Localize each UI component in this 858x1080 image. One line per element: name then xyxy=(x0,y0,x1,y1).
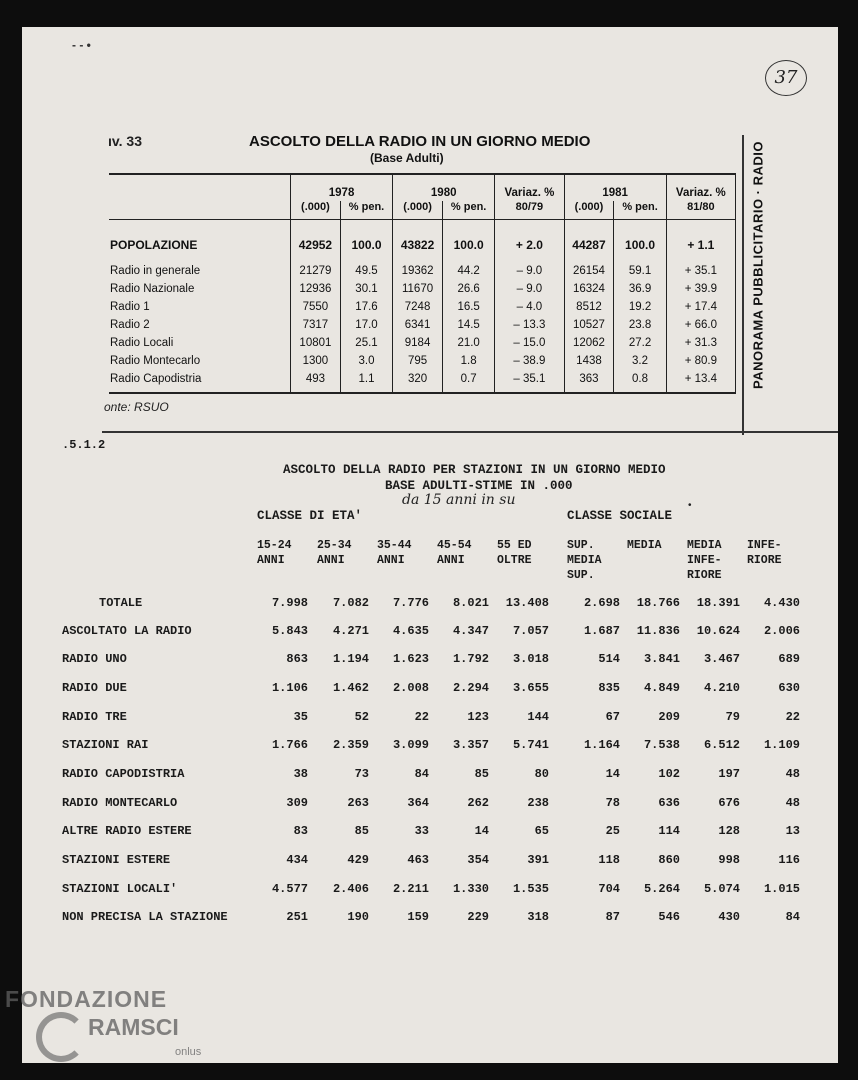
table-cell: 5.074 xyxy=(703,882,740,896)
table-cell: 18.766 xyxy=(636,596,680,610)
table-cell: 25.1 xyxy=(340,334,392,352)
table-cell: 4.577 xyxy=(271,882,308,896)
table-cell: – 15.0 xyxy=(495,334,564,352)
table-row xyxy=(109,220,736,255)
table-cell: 2.294 xyxy=(452,681,489,695)
table-cell: 1.792 xyxy=(452,652,489,666)
table-cell: 87 xyxy=(605,910,620,924)
unit-header: 80/79 xyxy=(495,201,564,220)
table1-title: ASCOLTO DELLA RADIO IN UN GIORNO MEDIO xyxy=(249,133,591,150)
table-cell: + 35.1 xyxy=(666,254,735,280)
table-cell: 16324 xyxy=(564,280,614,298)
table-row xyxy=(0,767,858,783)
table-cell: 636 xyxy=(658,796,680,810)
row-label: Radio Locali xyxy=(109,334,291,352)
page-number: 37 xyxy=(765,60,807,96)
table-cell: 1300 xyxy=(291,352,341,370)
table-cell: 80 xyxy=(534,767,549,781)
table-cell: 998 xyxy=(718,853,740,867)
table-cell: 17.0 xyxy=(340,316,392,334)
table-cell: 4.430 xyxy=(763,596,800,610)
table-cell: 43822 xyxy=(393,220,443,255)
table-cell: 7.082 xyxy=(332,596,369,610)
table-cell: 429 xyxy=(347,853,369,867)
table-cell: 10527 xyxy=(564,316,614,334)
table-cell: 263 xyxy=(347,796,369,810)
table-row xyxy=(0,824,858,840)
year-header: 1978 xyxy=(291,174,393,201)
table-cell: 116 xyxy=(778,853,800,867)
table-cell: 3.655 xyxy=(512,681,549,695)
horizontal-divider xyxy=(102,431,838,433)
table-row xyxy=(0,738,858,754)
table-cell: 73 xyxy=(354,767,369,781)
gramsci-logo-icon xyxy=(36,1012,86,1062)
table-cell: 4.347 xyxy=(452,624,489,638)
table-cell: 463 xyxy=(407,853,429,867)
col-header: 35-44 ANNI xyxy=(377,539,412,567)
table-cell: 2.006 xyxy=(763,624,800,638)
row-label: Radio 2 xyxy=(109,316,291,334)
table-cell: 8512 xyxy=(564,298,614,316)
table-cell: 59.1 xyxy=(614,254,666,280)
table-cell: 14 xyxy=(474,824,489,838)
table-cell: 434 xyxy=(286,853,308,867)
table-cell: 7.057 xyxy=(512,624,549,638)
table-cell: 35 xyxy=(293,710,308,724)
row-label: Radio Nazionale xyxy=(109,280,291,298)
table-row xyxy=(109,370,736,393)
table-cell: 26.6 xyxy=(442,280,494,298)
table-cell: 67 xyxy=(605,710,620,724)
watermark-text: RAMSCI xyxy=(88,1014,179,1040)
table-row xyxy=(109,316,736,334)
table-cell: 44.2 xyxy=(442,254,494,280)
table-cell: + 80.9 xyxy=(666,352,735,370)
table-row xyxy=(0,796,858,812)
table-row xyxy=(109,254,736,280)
table1-year-header-row xyxy=(109,174,736,201)
table-cell: – 38.9 xyxy=(495,352,564,370)
table-row xyxy=(0,710,858,726)
table-cell: + 2.0 xyxy=(495,220,564,255)
table1-source: onte: RSUO xyxy=(104,400,169,414)
table-cell: 7.538 xyxy=(643,738,680,752)
table-cell: 9184 xyxy=(393,334,443,352)
table-cell: 4.210 xyxy=(703,681,740,695)
table-cell: 1.687 xyxy=(583,624,620,638)
table-cell: 19362 xyxy=(393,254,443,280)
table-cell: 42952 xyxy=(291,220,341,255)
table-cell: 689 xyxy=(778,652,800,666)
table-cell: 12936 xyxy=(291,280,341,298)
table-cell: 1.766 xyxy=(271,738,308,752)
table-cell: 1.015 xyxy=(763,882,800,896)
year-header: 1980 xyxy=(393,174,495,201)
table-cell: 1.106 xyxy=(271,681,308,695)
table-cell: 18.391 xyxy=(696,596,740,610)
table-cell: 5.264 xyxy=(643,882,680,896)
table-cell: 1.8 xyxy=(442,352,494,370)
table-cell: 2.359 xyxy=(332,738,369,752)
unit-header: (.000) xyxy=(393,201,443,220)
table-row xyxy=(109,352,736,370)
table-cell: 1.623 xyxy=(392,652,429,666)
table-cell: 7.776 xyxy=(392,596,429,610)
table-cell: 84 xyxy=(785,910,800,924)
table2-title: ASCOLTO DELLA RADIO PER STAZIONI IN UN GIORNO MEDIO xyxy=(283,463,666,477)
table-cell: 354 xyxy=(467,853,489,867)
table-cell: 1.1 xyxy=(340,370,392,393)
table-cell: + 13.4 xyxy=(666,370,735,393)
table-cell: 36.9 xyxy=(614,280,666,298)
table-cell: 364 xyxy=(407,796,429,810)
row-label: POPOLAZIONE xyxy=(109,220,291,255)
variation-header: Variaz. % xyxy=(495,174,564,201)
table-cell: 320 xyxy=(393,370,443,393)
dot-mark: • xyxy=(688,500,692,511)
row-label: NON PRECISA LA STAZIONE xyxy=(62,910,228,924)
table-cell: 1.109 xyxy=(763,738,800,752)
table-cell: 10.624 xyxy=(696,624,740,638)
table-cell: 25 xyxy=(605,824,620,838)
table-cell: 27.2 xyxy=(614,334,666,352)
row-label: RADIO TRE xyxy=(62,710,127,724)
table-cell: 33 xyxy=(414,824,429,838)
row-label: Radio Capodistria xyxy=(109,370,291,393)
table-row xyxy=(0,596,858,612)
table-cell: 30.1 xyxy=(340,280,392,298)
table-cell: 835 xyxy=(598,681,620,695)
col-header: 25-34 ANNI xyxy=(317,539,352,567)
table-cell: 16.5 xyxy=(442,298,494,316)
table-cell: 546 xyxy=(658,910,680,924)
table-cell: 3.0 xyxy=(340,352,392,370)
table-cell: 262 xyxy=(467,796,489,810)
table-row xyxy=(109,298,736,316)
unit-header: (.000) xyxy=(291,201,341,220)
unit-header: (.000) xyxy=(564,201,614,220)
row-label: STAZIONI LOCALI' xyxy=(62,882,178,896)
col-header: MEDIA INFE- RIORE xyxy=(687,539,722,582)
row-label: RADIO DUE xyxy=(62,681,127,695)
table-cell: 1.535 xyxy=(512,882,549,896)
row-label: ASCOLTATO LA RADIO xyxy=(62,624,192,638)
watermark-text: onlus xyxy=(175,1046,202,1058)
vertical-divider xyxy=(742,135,744,435)
table-cell: 3.099 xyxy=(392,738,429,752)
table-row xyxy=(109,334,736,352)
table-cell: 795 xyxy=(393,352,443,370)
row-label: RADIO MONTECARLO xyxy=(62,796,178,810)
row-label: STAZIONI RAI xyxy=(62,738,149,752)
table-cell: – 9.0 xyxy=(495,280,564,298)
table-cell: 118 xyxy=(598,853,620,867)
table-cell: 48 xyxy=(785,767,800,781)
row-label: Radio Montecarlo xyxy=(109,352,291,370)
table-cell: 493 xyxy=(291,370,341,393)
table-cell: 123 xyxy=(467,710,489,724)
table-cell: 52 xyxy=(354,710,369,724)
age-group-header: CLASSE DI ETA' xyxy=(257,509,363,523)
table-cell: 2.008 xyxy=(392,681,429,695)
table-cell: 860 xyxy=(658,853,680,867)
col-header: 15-24 ANNI xyxy=(257,539,292,567)
table-cell: 863 xyxy=(286,652,308,666)
table-cell: 318 xyxy=(527,910,549,924)
side-label: PANORAMA PUBBLICITARIO · RADIO xyxy=(750,140,766,390)
table-cell: 44287 xyxy=(564,220,614,255)
table-row xyxy=(0,652,858,668)
unit-header: % pen. xyxy=(614,201,666,220)
row-label: Radio in generale xyxy=(109,254,291,280)
col-header: SUP. MEDIA SUP. xyxy=(567,539,602,582)
table-cell: 190 xyxy=(347,910,369,924)
table-cell: + 66.0 xyxy=(666,316,735,334)
row-label: RADIO UNO xyxy=(62,652,127,666)
table-cell: 159 xyxy=(407,910,429,924)
table-cell: 10801 xyxy=(291,334,341,352)
table-cell: 430 xyxy=(718,910,740,924)
table-cell: 13 xyxy=(785,824,800,838)
table-cell: 3.357 xyxy=(452,738,489,752)
table-cell: 38 xyxy=(293,767,308,781)
table-cell: 14 xyxy=(605,767,620,781)
table-cell: 1.462 xyxy=(332,681,369,695)
table-cell: 1.194 xyxy=(332,652,369,666)
section-number: .5.1.2 xyxy=(62,438,106,452)
table-cell: 2.406 xyxy=(332,882,369,896)
table-cell: – 9.0 xyxy=(495,254,564,280)
table-cell: – 4.0 xyxy=(495,298,564,316)
table1 xyxy=(109,173,736,394)
table-cell: 5.741 xyxy=(512,738,549,752)
table-cell: 83 xyxy=(293,824,308,838)
table-cell: 26154 xyxy=(564,254,614,280)
table-cell: 11.836 xyxy=(636,624,680,638)
table-row xyxy=(0,681,858,697)
table-cell: 4.635 xyxy=(392,624,429,638)
table-cell: 5.843 xyxy=(271,624,308,638)
row-label: Radio 1 xyxy=(109,298,291,316)
table-cell: 704 xyxy=(598,882,620,896)
table-cell: 21279 xyxy=(291,254,341,280)
table-cell: 630 xyxy=(778,681,800,695)
table2-subtitle: BASE ADULTI-STIME IN .000 xyxy=(385,479,573,493)
table-cell: – 35.1 xyxy=(495,370,564,393)
table-cell: – 13.3 xyxy=(495,316,564,334)
table-cell: 4.271 xyxy=(332,624,369,638)
table-cell: 100.0 xyxy=(442,220,494,255)
table-cell: 19.2 xyxy=(614,298,666,316)
table-cell: + 39.9 xyxy=(666,280,735,298)
table-cell: 229 xyxy=(467,910,489,924)
table-cell: 0.7 xyxy=(442,370,494,393)
table-cell: 3.2 xyxy=(614,352,666,370)
table-cell: 22 xyxy=(414,710,429,724)
row-label: STAZIONI ESTERE xyxy=(62,853,171,867)
table-cell: 22 xyxy=(785,710,800,724)
table-row xyxy=(0,624,858,640)
table-cell: 1.164 xyxy=(583,738,620,752)
col-header: MEDIA xyxy=(627,539,662,552)
table-cell: 128 xyxy=(718,824,740,838)
table-cell: 13.408 xyxy=(505,596,549,610)
table-cell: 21.0 xyxy=(442,334,494,352)
table-cell: + 1.1 xyxy=(666,220,735,255)
table-cell: 114 xyxy=(658,824,680,838)
col-header: 45-54 ANNI xyxy=(437,539,472,567)
table-cell: 14.5 xyxy=(442,316,494,334)
table-cell: 49.5 xyxy=(340,254,392,280)
table-cell: 2.211 xyxy=(392,882,429,896)
table-cell: 17.6 xyxy=(340,298,392,316)
table-cell: 391 xyxy=(527,853,549,867)
table-cell: 100.0 xyxy=(614,220,666,255)
table-cell: 8.021 xyxy=(452,596,489,610)
table-cell: 197 xyxy=(718,767,740,781)
table-cell: 102 xyxy=(658,767,680,781)
unit-header: % pen. xyxy=(340,201,392,220)
table1-number: ıv. 33 xyxy=(108,133,142,149)
table-cell: 7248 xyxy=(393,298,443,316)
table-row xyxy=(0,882,858,898)
table1-subtitle: (Base Adulti) xyxy=(370,151,444,165)
table-cell: 23.8 xyxy=(614,316,666,334)
table-cell: 6.512 xyxy=(703,738,740,752)
table-cell: 85 xyxy=(354,824,369,838)
table-cell: 3.841 xyxy=(643,652,680,666)
table-cell: + 31.3 xyxy=(666,334,735,352)
table-cell: 363 xyxy=(564,370,614,393)
table-row xyxy=(0,853,858,869)
table-cell: 79 xyxy=(725,710,740,724)
table-cell: 209 xyxy=(658,710,680,724)
table-row xyxy=(0,910,858,926)
table-cell: 84 xyxy=(414,767,429,781)
table-cell: 12062 xyxy=(564,334,614,352)
year-header: 1981 xyxy=(564,174,666,201)
table-cell: 514 xyxy=(598,652,620,666)
table-cell: 251 xyxy=(286,910,308,924)
table-cell: 309 xyxy=(286,796,308,810)
table-cell: 1.330 xyxy=(452,882,489,896)
table-cell: 7550 xyxy=(291,298,341,316)
row-label: RADIO CAPODISTRIA xyxy=(62,767,185,781)
table-cell: 238 xyxy=(527,796,549,810)
row-label: ALTRE RADIO ESTERE xyxy=(62,824,192,838)
table-cell: 48 xyxy=(785,796,800,810)
table-cell: 676 xyxy=(718,796,740,810)
table-cell: 7317 xyxy=(291,316,341,334)
table-cell: 4.849 xyxy=(643,681,680,695)
table-cell: 100.0 xyxy=(340,220,392,255)
table-cell: 1438 xyxy=(564,352,614,370)
col-header: INFE- RIORE xyxy=(747,539,782,567)
table-row xyxy=(109,280,736,298)
table-cell: 2.698 xyxy=(583,596,620,610)
row-label: TOTALE xyxy=(99,596,143,610)
table1-unit-header-row xyxy=(109,201,736,220)
variation-header: Variaz. % xyxy=(666,174,735,201)
table-cell: 11670 xyxy=(393,280,443,298)
table-cell: 0.8 xyxy=(614,370,666,393)
unit-header: % pen. xyxy=(442,201,494,220)
table-cell: 144 xyxy=(527,710,549,724)
table-cell: 65 xyxy=(534,824,549,838)
watermark-text: FONDAZIONE xyxy=(5,986,168,1012)
handwritten-note: da 15 anni in su xyxy=(402,492,516,508)
col-header: 55 ED OLTRE xyxy=(497,539,532,567)
unit-header: 81/80 xyxy=(666,201,735,220)
table-cell: 85 xyxy=(474,767,489,781)
table-cell: 7.998 xyxy=(271,596,308,610)
table-cell: 6341 xyxy=(393,316,443,334)
table-cell: 3.018 xyxy=(512,652,549,666)
table-cell: + 17.4 xyxy=(666,298,735,316)
social-group-header: CLASSE SOCIALE xyxy=(567,509,673,523)
table-cell: 78 xyxy=(605,796,620,810)
table-cell: 3.467 xyxy=(703,652,740,666)
top-dashes: - - • xyxy=(72,38,91,52)
